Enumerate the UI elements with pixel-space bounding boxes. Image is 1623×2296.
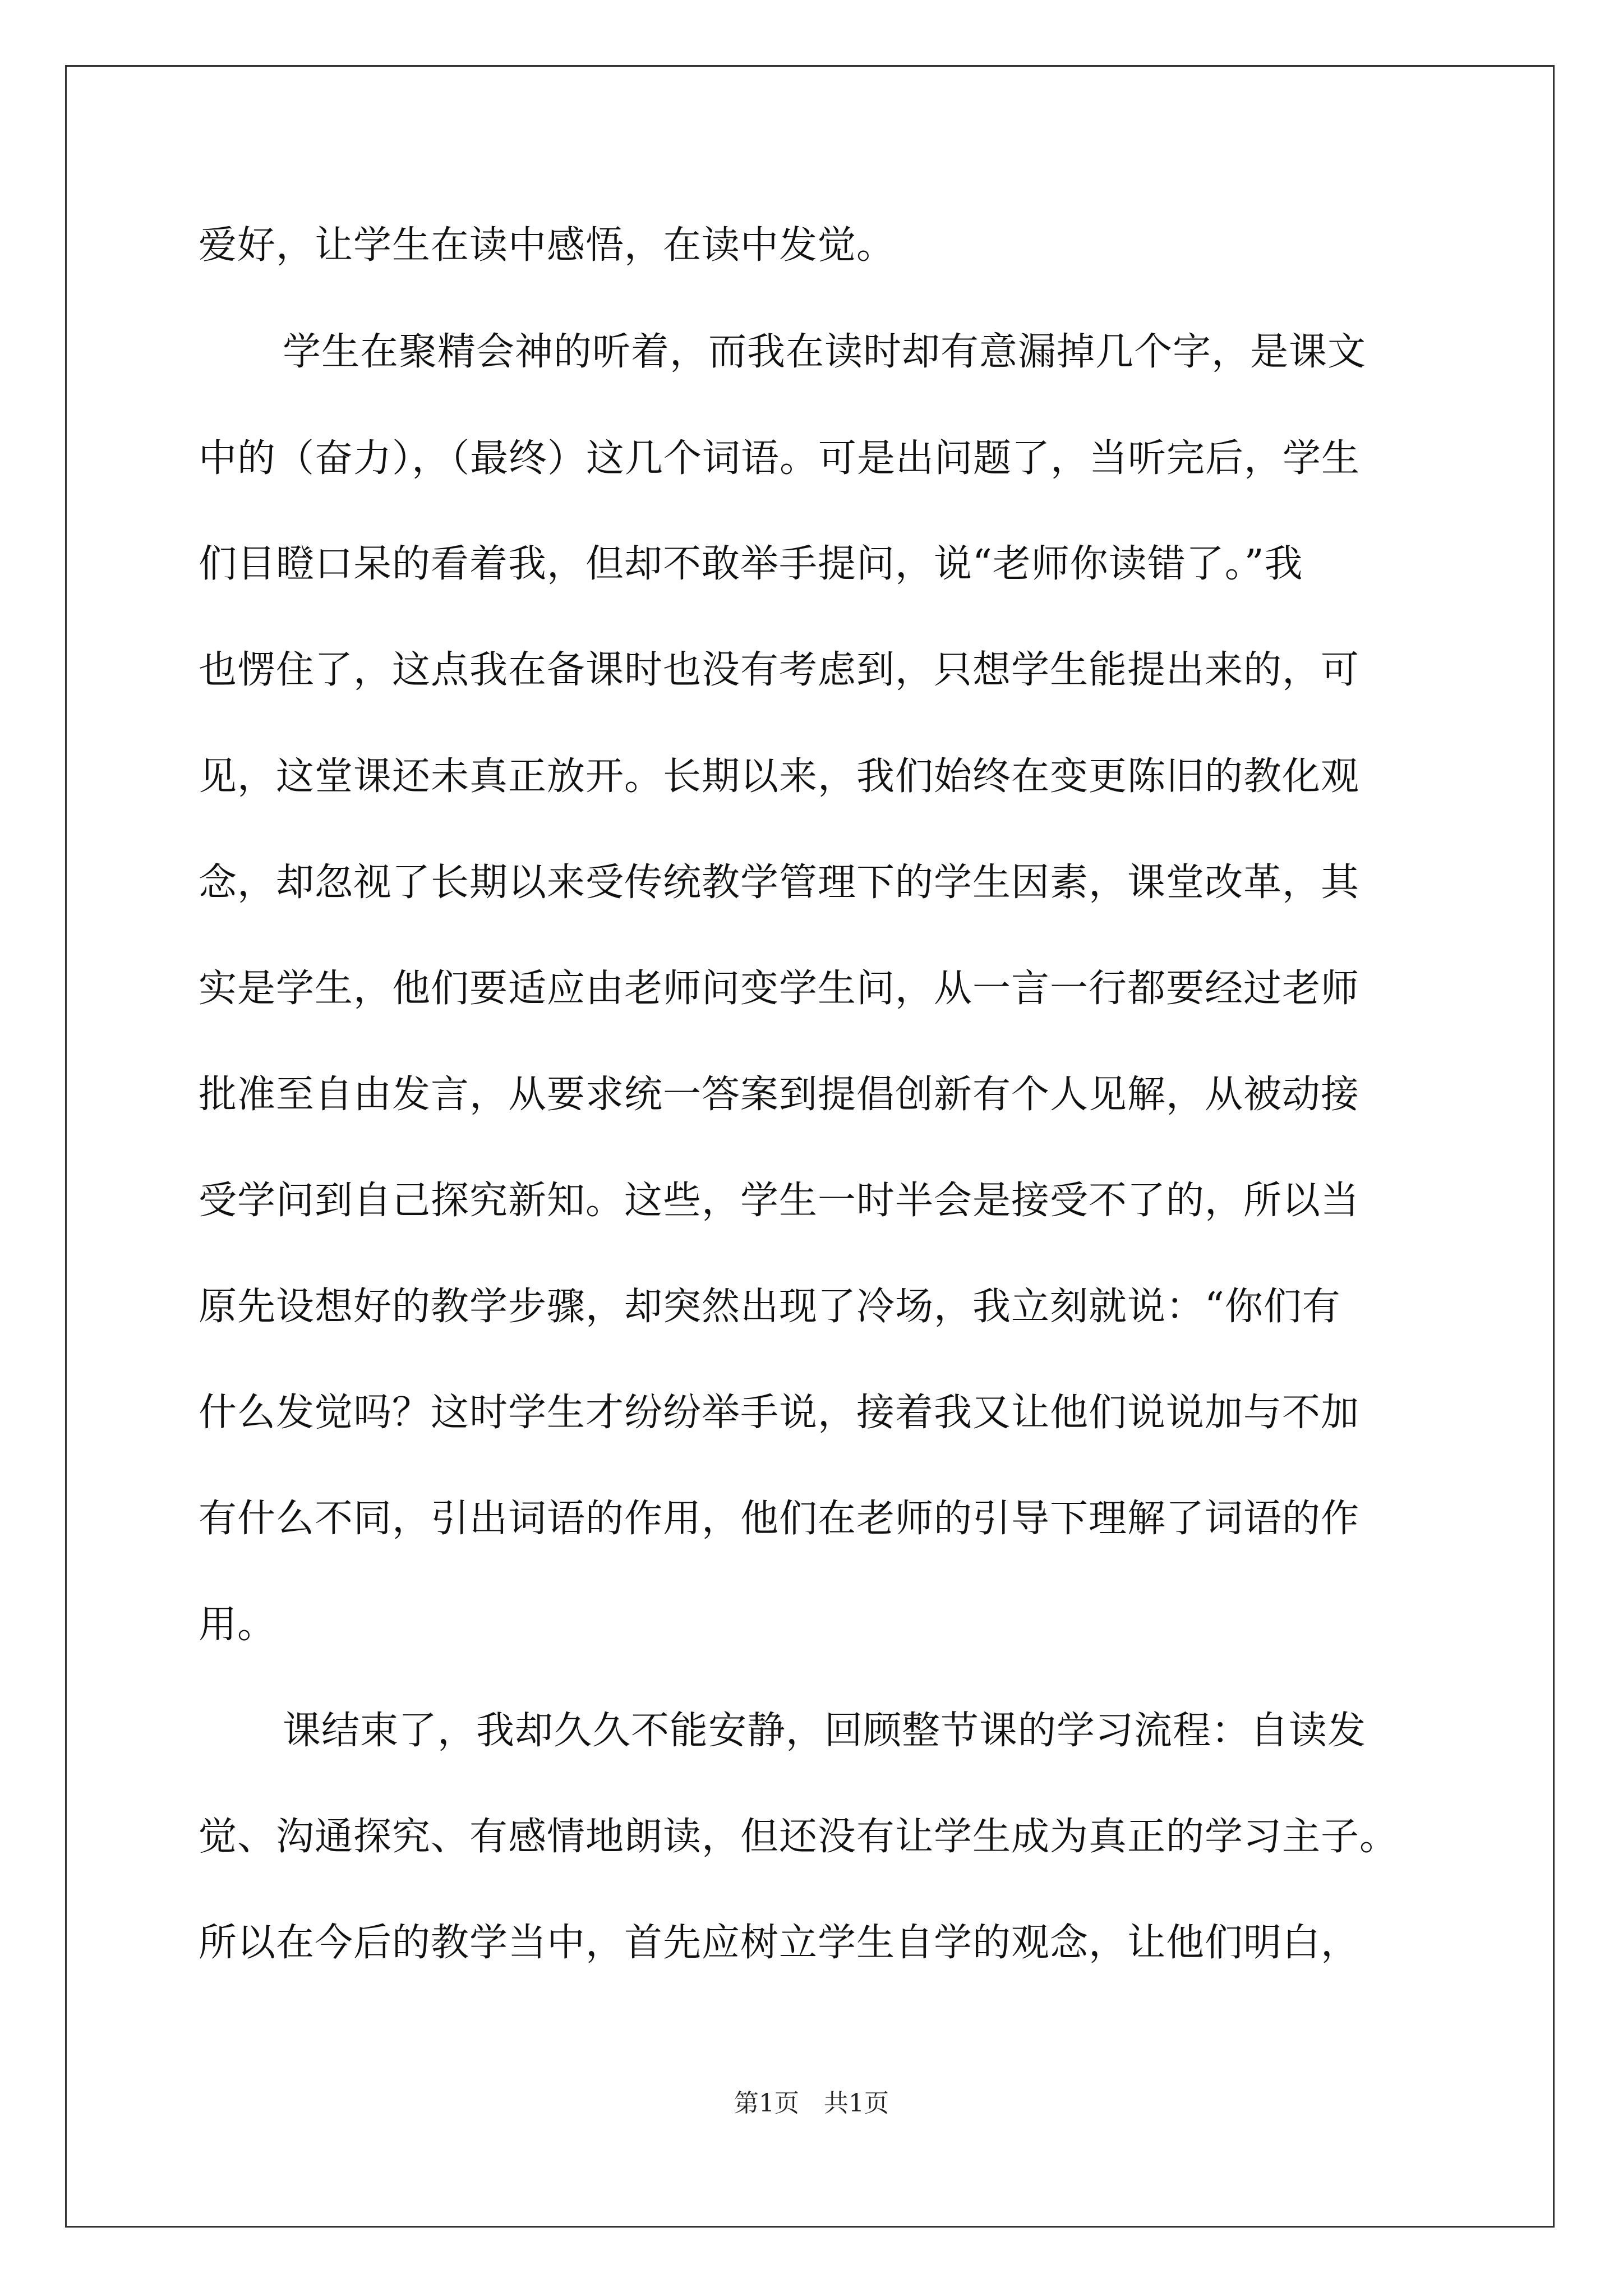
text-line: 课结束了，我却久久不能安静，回顾整节课的学习流程：自读发 (283, 1709, 1367, 1753)
text-line: 觉、沟通探究、有感情地朗读，但还没有让学生成为真正的学习主子。 (199, 1815, 1399, 1859)
text-line: 们目瞪口呆的看着我，但却不敢举手提问，说“老师你读错了。”我 (199, 542, 1303, 586)
text-line: 用。 (199, 1603, 276, 1647)
text-line: 有什么不同，引出词语的作用，他们在老师的引导下理解了词语的作 (199, 1497, 1360, 1541)
text-line: 念，却忽视了长期以来受传统教学管理下的学生因素，课堂改革，其 (199, 861, 1360, 905)
text-line: 实是学生，他们要适应由老师问变学生问，从一言一行都要经过老师 (199, 967, 1360, 1011)
text-line: 所以在今后的教学当中，首先应树立学生自学的观念，让他们明白， (199, 1921, 1360, 1965)
text-line: 批准至自由发言，从要求统一答案到提倡创新有个人见解，从被动接 (199, 1073, 1360, 1117)
text-line: 爱好，让学生在读中感悟，在读中发觉。 (199, 223, 896, 268)
text-line: 见，这堂课还未真正放开。长期以来，我们始终在变更陈旧的教化观 (199, 754, 1360, 799)
text-line: 中的（奋力），（最终）这几个词语。可是出问题了，当听完后，学生 (199, 436, 1361, 481)
text-line: 也愣住了，这点我在备课时也没有考虑到，只想学生能提出来的，可 (199, 648, 1360, 692)
text-line: 原先设想好的教学步骤，却突然出现了冷场，我立刻就说：“你们有 (199, 1285, 1341, 1329)
text-line: 受学问到自己探究新知。这些，学生一时半会是接受不了的，所以当 (199, 1179, 1360, 1223)
page-number-footer: 第1页 共1页 (734, 2089, 889, 2118)
text-line: 学生在聚精会神的听着，而我在读时却有意漏掉几个字，是课文 (283, 330, 1367, 374)
page-border (65, 65, 1555, 2228)
text-line: 什么发觉吗？这时学生才纷纷举手说，接着我又让他们说说加与不加 (199, 1391, 1360, 1435)
